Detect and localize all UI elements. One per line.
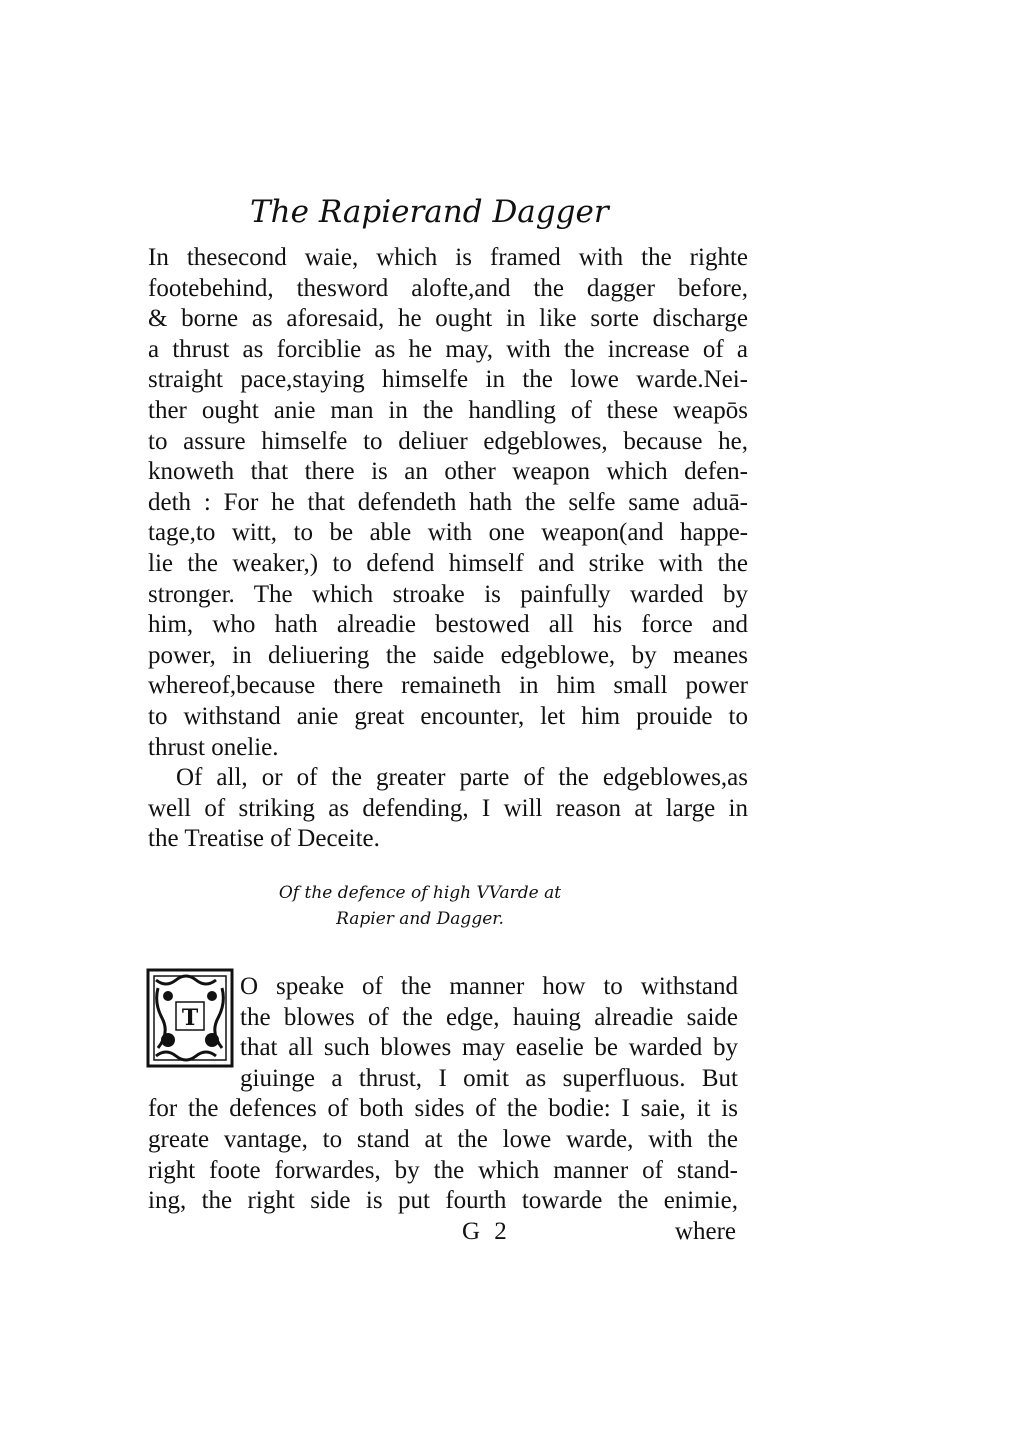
text-line: deth : For he that defendeth hath the selfe same aduā- xyxy=(148,488,748,516)
text-line: straight pace,staying himselfe in the lowe warde.Nei- xyxy=(148,366,748,394)
text-line: ing, the right side is put fourth towarde the enimie, xyxy=(148,1187,738,1215)
text-line: whereof,because there remaineth in him small power xyxy=(148,672,748,700)
paragraph-high-warde-defence xyxy=(148,972,738,1217)
section-heading xyxy=(240,880,600,932)
paragraph-thrust-second-waie xyxy=(148,243,748,855)
text-line: Of all, or of the greater parte of the edgeblowes,as xyxy=(176,764,748,792)
catchword: where xyxy=(674,1218,736,1245)
dropcap-letter: T xyxy=(181,1005,199,1031)
text-line: right foote forwardes, by the which manner of stand- xyxy=(148,1156,738,1184)
text-line: & borne as aforesaid, he ought in like sorte discharge xyxy=(148,305,748,333)
text-line: that all such blowes may easelie be warded by xyxy=(240,1034,738,1062)
text-line: him, who hath alreadie bestowed all his force and xyxy=(148,611,748,639)
page-footer xyxy=(148,1218,738,1252)
text-line: footebehind, thesword alofte,and the dagger before, xyxy=(148,274,748,302)
text-line: for the defences of both sides of the bodie: I saie, it is xyxy=(148,1095,738,1123)
text-line: the blowes of the edge, hauing alreadie saide xyxy=(240,1003,738,1031)
section-heading-line: Of the defence of high VVarde at xyxy=(278,883,562,903)
text-line: In thesecond waie, which is framed with the righte xyxy=(148,244,748,271)
running-head: The Rapierand Dagger xyxy=(250,194,609,230)
text-line: tage,to witt, to be able with one weapon(and happe- xyxy=(148,519,748,547)
section-heading-line: Rapier and Dagger. xyxy=(336,909,504,929)
text-line: power, in deliuering the saide edgeblowe, by meanes xyxy=(148,641,748,669)
text-line: knoweth that there is an other weapon which defen- xyxy=(148,458,748,486)
text-line: O speake of the manner how to withstand xyxy=(240,973,738,1000)
text-line: the Treatise of Deceite. xyxy=(148,825,380,853)
text-line: lie the weaker,) to defend himself and strike with the xyxy=(148,549,748,577)
text-line: to assure himselfe to deliuer edgeblowes, because he, xyxy=(148,427,748,455)
signature-mark: G 2 xyxy=(462,1218,511,1245)
text-line: thrust onelie. xyxy=(148,733,279,761)
text-line: stronger. The which stroake is painfully warded by xyxy=(148,580,748,608)
text-line: a thrust as forciblie as he may, with the increase of a xyxy=(148,335,748,363)
text-line: greate vantage, to stand at the lowe warde, with the xyxy=(148,1125,738,1153)
text-line: well of striking as defending, I will reason at large in xyxy=(148,794,748,822)
text-line: ther ought anie man in the handling of these weapōs xyxy=(148,396,748,424)
text-line: giuinge a thrust, I omit as superfluous. But xyxy=(240,1064,738,1092)
text-line: to withstand anie great encounter, let him prouide to xyxy=(148,702,748,730)
